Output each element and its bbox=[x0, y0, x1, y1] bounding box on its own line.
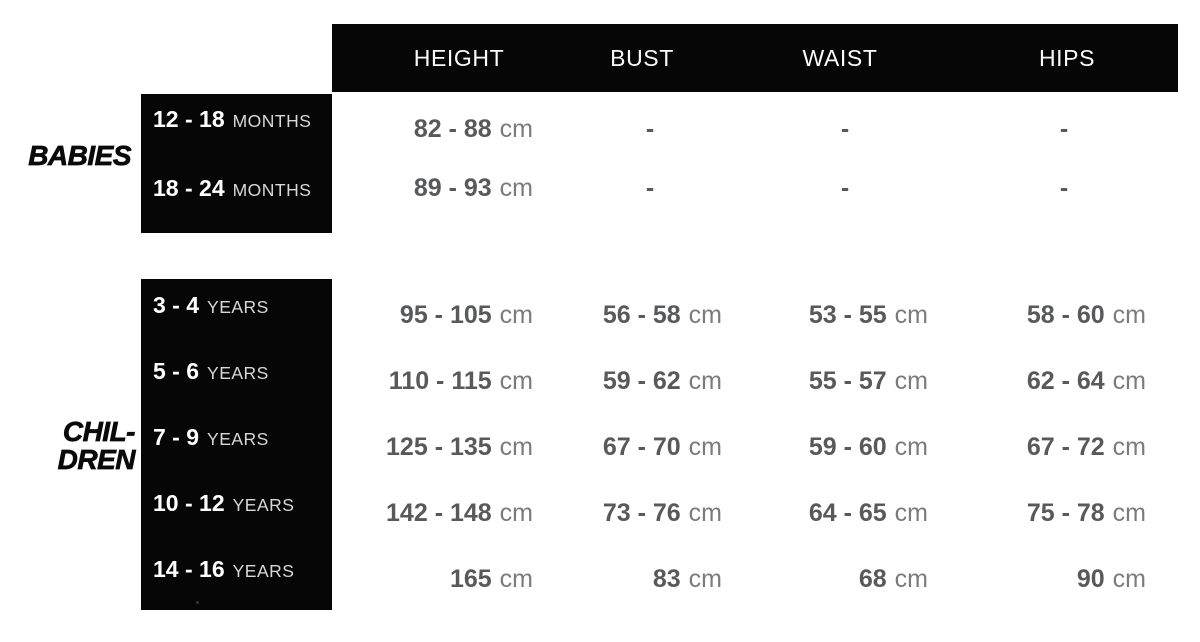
header-spacer-cell bbox=[140, 24, 332, 92]
table-area bbox=[140, 0, 1178, 642]
age-range: 7 - 9 bbox=[153, 423, 200, 450]
header-cell-waist bbox=[740, 24, 950, 92]
height-value: 142 - 148 cm bbox=[386, 498, 533, 527]
hips-value: - bbox=[1059, 115, 1069, 143]
height-value: 110 - 115 cm bbox=[388, 366, 533, 395]
children-section bbox=[140, 282, 1178, 612]
bust-value: - bbox=[645, 115, 655, 143]
babies-section bbox=[140, 100, 1178, 218]
height-value: 89 - 93 cm bbox=[413, 174, 533, 202]
group-label-line: CHIL- bbox=[62, 416, 135, 447]
table-row bbox=[140, 282, 1178, 348]
bust-value: - bbox=[645, 174, 655, 202]
group-label-babies bbox=[0, 142, 131, 170]
waist-value: 68 cm bbox=[858, 564, 928, 593]
age-range: 3 - 4 bbox=[153, 291, 200, 318]
height-value: 165 cm bbox=[449, 564, 533, 593]
group-label-line: BABIES bbox=[28, 140, 131, 171]
hips-value: 75 - 78 cm bbox=[1026, 498, 1146, 527]
speck-artifact bbox=[196, 601, 199, 604]
table-row bbox=[140, 414, 1178, 480]
age-range: 12 - 18 bbox=[153, 106, 225, 132]
age-label bbox=[140, 175, 332, 202]
age-label bbox=[140, 490, 332, 517]
column-header-hips: HIPS bbox=[1038, 44, 1096, 71]
waist-value: 53 - 55 cm bbox=[808, 300, 928, 329]
header-cell-height bbox=[332, 24, 560, 92]
age-range: 10 - 12 bbox=[153, 489, 225, 516]
table-row bbox=[140, 480, 1178, 546]
hips-value: 62 - 64 cm bbox=[1026, 366, 1146, 395]
age-label bbox=[140, 358, 332, 385]
hips-value: 67 - 72 cm bbox=[1026, 432, 1146, 461]
bust-value: 56 - 58 cm bbox=[602, 300, 722, 329]
age-unit: YEARS bbox=[207, 428, 269, 449]
table-header bbox=[140, 24, 1178, 92]
group-label-line: DREN bbox=[57, 443, 135, 475]
column-header-bust: BUST bbox=[610, 44, 674, 71]
age-unit: MONTHS bbox=[232, 180, 312, 200]
waist-value: 59 - 60 cm bbox=[808, 432, 928, 461]
height-value: 125 - 135 cm bbox=[386, 432, 533, 461]
waist-value: 64 - 65 cm bbox=[808, 498, 928, 527]
age-unit: YEARS bbox=[207, 362, 269, 383]
bust-value: 67 - 70 cm bbox=[602, 432, 722, 461]
hips-value: 90 cm bbox=[1076, 564, 1146, 593]
header-cell-hips bbox=[950, 24, 1178, 92]
bust-value: 59 - 62 cm bbox=[602, 366, 722, 395]
column-header-waist: WAIST bbox=[802, 44, 878, 71]
age-label bbox=[140, 106, 332, 133]
height-value: 82 - 88 cm bbox=[413, 115, 533, 143]
bust-value: 73 - 76 cm bbox=[602, 498, 722, 527]
waist-value: 55 - 57 cm bbox=[808, 366, 928, 395]
table-row bbox=[140, 546, 1178, 612]
hips-value: 58 - 60 cm bbox=[1026, 300, 1146, 329]
bust-value: 83 cm bbox=[652, 564, 722, 593]
table-row bbox=[140, 159, 1178, 218]
age-label bbox=[140, 292, 332, 319]
column-header-height: HEIGHT bbox=[413, 44, 505, 71]
age-range: 5 - 6 bbox=[153, 357, 200, 384]
hips-value: - bbox=[1059, 174, 1069, 202]
age-range: 14 - 16 bbox=[153, 555, 225, 582]
age-unit: MONTHS bbox=[232, 111, 312, 131]
age-unit: YEARS bbox=[232, 560, 295, 581]
age-label bbox=[140, 556, 332, 583]
age-range: 18 - 24 bbox=[153, 175, 225, 201]
group-label-children bbox=[0, 418, 135, 473]
waist-value: - bbox=[840, 115, 850, 143]
age-unit: YEARS bbox=[207, 296, 269, 317]
age-label bbox=[140, 424, 332, 451]
age-unit: YEARS bbox=[232, 494, 295, 515]
table-row bbox=[140, 100, 1178, 159]
height-value: 95 - 105 cm bbox=[399, 300, 533, 329]
waist-value: - bbox=[840, 174, 850, 202]
header-cell-bust bbox=[560, 24, 740, 92]
table-row bbox=[140, 348, 1178, 414]
